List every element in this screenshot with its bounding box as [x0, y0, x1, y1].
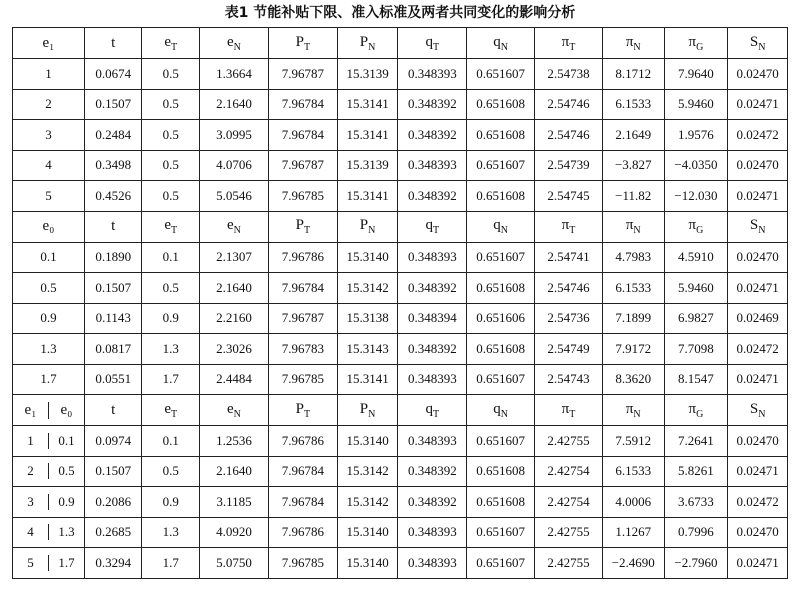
table-cell: 4.5910 [664, 242, 728, 273]
table-cell: 0.651607 [467, 517, 535, 548]
table-cell: 1.3 [142, 517, 200, 548]
table-cell: 15.3140 [337, 517, 398, 548]
table-cell: 2.42755 [535, 517, 603, 548]
table-cell: 0.9 [48, 494, 84, 510]
table-cell: 0.02470 [728, 517, 788, 548]
table-cell: 1 [27, 432, 34, 448]
table-cell: 8.3620 [602, 364, 664, 395]
table-row [13, 242, 788, 273]
section2-header-row [13, 211, 788, 242]
column-header: $P_N$ [337, 395, 398, 426]
table-cell: 1.7 [13, 364, 85, 395]
table-cell: 0.02471 [728, 364, 788, 395]
table-cell: 7.96784 [268, 89, 337, 120]
table-cell: 6.1533 [602, 89, 664, 120]
table-cell: 0.02472 [728, 120, 788, 151]
column-header: $\pi_N$ [602, 28, 664, 59]
table-row [13, 273, 788, 304]
table-cell: 0.2685 [84, 517, 142, 548]
table-cell: 15.3141 [337, 364, 398, 395]
table-row [13, 89, 788, 120]
table-cell: 0.348392 [398, 89, 467, 120]
table-cell: 0.02472 [728, 487, 788, 518]
table-cell: 15.3139 [337, 150, 398, 181]
table-cell: 15.3141 [337, 89, 398, 120]
table-cell: 2.54746 [535, 273, 603, 304]
table-cell: 2.3026 [200, 334, 269, 365]
table-cell: 7.96784 [268, 120, 337, 151]
table-cell: −11.82 [602, 181, 664, 212]
table-cell: −2.4690 [602, 548, 664, 579]
table-cell: 7.96786 [268, 242, 337, 273]
table-cell: 0.1143 [84, 303, 142, 334]
table-cell: −4.0350 [664, 150, 728, 181]
table-cell: 7.96787 [268, 150, 337, 181]
table-cell: 15.3140 [337, 242, 398, 273]
table-cell: 0.348392 [398, 456, 467, 487]
table-cell: 0.1507 [84, 273, 142, 304]
table-cell: 0.4526 [84, 181, 142, 212]
table-cell: 2.1307 [200, 242, 269, 273]
table-cell: 3 [13, 120, 85, 151]
table-cell: 0.651606 [467, 303, 535, 334]
table-cell: 0.02472 [728, 334, 788, 365]
section3-header-row [13, 395, 788, 426]
column-header: $P_T$ [268, 211, 337, 242]
table-cell: 1.3 [142, 334, 200, 365]
table-cell: 0.651607 [467, 150, 535, 181]
table-cell: 7.96783 [268, 334, 337, 365]
column-header: e₀ [48, 402, 84, 419]
table-cell: 1.7 [142, 364, 200, 395]
table-row [13, 548, 788, 579]
table-cell: 5 [13, 181, 85, 212]
column-header: $P_T$ [268, 395, 337, 426]
table-cell: 7.96784 [268, 273, 337, 304]
column-header: $q_T$ [398, 28, 467, 59]
table-cell: 2.4484 [200, 364, 269, 395]
table-cell: 0.651608 [467, 273, 535, 304]
table-cell: 2.42754 [535, 487, 603, 518]
table-cell: 0.1 [142, 242, 200, 273]
table-cell: 0.651607 [467, 364, 535, 395]
table-cell: 7.96784 [268, 487, 337, 518]
table-cell: 0.651608 [467, 120, 535, 151]
table-cell: 2.54749 [535, 334, 603, 365]
table-cell: 0.02470 [728, 242, 788, 273]
table-cell: 6.1533 [602, 456, 664, 487]
table-row [13, 150, 788, 181]
table-cell: 0.9 [13, 303, 85, 334]
table-cell [13, 487, 85, 518]
table-row [13, 120, 788, 151]
table-cell: −12.030 [664, 181, 728, 212]
table-cell: 15.3140 [337, 426, 398, 457]
table-cell: 0.02471 [728, 456, 788, 487]
table-row [13, 487, 788, 518]
column-header: $\pi_T$ [535, 211, 603, 242]
table-cell: 7.1899 [602, 303, 664, 334]
column-header: $\pi_G$ [664, 395, 728, 426]
table-cell: 0.348392 [398, 273, 467, 304]
column-header: $\pi_T$ [535, 395, 603, 426]
column-header: $P_T$ [268, 28, 337, 59]
column-header: $\pi_N$ [602, 211, 664, 242]
table-cell: 0.651607 [467, 426, 535, 457]
table-cell: 0.9 [142, 303, 200, 334]
table-cell: 2.2160 [200, 303, 269, 334]
column-header: e₀ [13, 211, 85, 242]
table-cell: 0.348393 [398, 426, 467, 457]
column-header: $P_N$ [337, 28, 398, 59]
column-header: $e_N$ [200, 28, 269, 59]
table-cell: 1.3 [13, 334, 85, 365]
table-cell: 0.348393 [398, 242, 467, 273]
table-cell: 7.96784 [268, 456, 337, 487]
table-cell: 1 [13, 59, 85, 90]
table-cell: 7.96786 [268, 426, 337, 457]
table-cell: 3.6733 [664, 487, 728, 518]
table-cell [13, 548, 85, 579]
table-cell: 2.54743 [535, 364, 603, 395]
table-cell: 3 [27, 493, 34, 509]
table-cell: 7.96785 [268, 548, 337, 579]
column-header: $q_N$ [467, 395, 535, 426]
column-header: $e_N$ [200, 211, 269, 242]
table-cell: 5.9460 [664, 89, 728, 120]
table-cell: 15.3141 [337, 181, 398, 212]
table-cell: 0.348393 [398, 517, 467, 548]
table-cell: 0.5 [48, 463, 84, 479]
column-header: $P_N$ [337, 211, 398, 242]
table-cell: 8.1547 [664, 364, 728, 395]
table-cell: 0.651608 [467, 487, 535, 518]
column-header: $e_N$ [200, 395, 269, 426]
table-cell: 3.0995 [200, 120, 269, 151]
table-cell: 0.0974 [84, 426, 142, 457]
table-cell: 8.1712 [602, 59, 664, 90]
table-cell: 0.5 [142, 59, 200, 90]
table-row [13, 517, 788, 548]
table-row [13, 334, 788, 365]
table-cell: 7.96785 [268, 364, 337, 395]
table-cell: 15.3142 [337, 456, 398, 487]
table-cell: 3.1185 [200, 487, 269, 518]
table-cell: 2.1649 [602, 120, 664, 151]
table-cell: 0.02470 [728, 426, 788, 457]
table-cell: 0.651607 [467, 242, 535, 273]
column-header: $S_N$ [728, 395, 788, 426]
table-cell: 0.348393 [398, 150, 467, 181]
table-cell: 0.0551 [84, 364, 142, 395]
table-cell: 0.651608 [467, 334, 535, 365]
table-cell: 0.651608 [467, 181, 535, 212]
table-cell: 2.42754 [535, 456, 603, 487]
table-cell: 0.2484 [84, 120, 142, 151]
column-header: $q_N$ [467, 211, 535, 242]
table-cell: 0.348394 [398, 303, 467, 334]
table-cell: 0.7996 [664, 517, 728, 548]
table-cell: 15.3142 [337, 273, 398, 304]
table-cell: 2.54746 [535, 120, 603, 151]
table-cell [13, 426, 85, 457]
column-header: $q_T$ [398, 211, 467, 242]
table-cell: 5 [27, 554, 34, 570]
table-cell: 2.42755 [535, 548, 603, 579]
table-cell: 0.651607 [467, 59, 535, 90]
table-cell: 0.02470 [728, 59, 788, 90]
table-cell: 2.54745 [535, 181, 603, 212]
table-cell: 0.348392 [398, 181, 467, 212]
column-header: t [84, 211, 142, 242]
table-cell: 15.3138 [337, 303, 398, 334]
table-cell: 0.1507 [84, 89, 142, 120]
table-cell: 1.9576 [664, 120, 728, 151]
table-cell: 0.1507 [84, 456, 142, 487]
table-row [13, 364, 788, 395]
table-cell: 0.5 [13, 273, 85, 304]
table-cell: 1.2536 [200, 426, 269, 457]
data-table [12, 27, 788, 579]
table-cell: 0.5 [142, 273, 200, 304]
table-cell: 0.02469 [728, 303, 788, 334]
table-cell [13, 456, 85, 487]
column-header: $\pi_N$ [602, 395, 664, 426]
table-cell: 0.1 [13, 242, 85, 273]
table-cell: 15.3141 [337, 120, 398, 151]
table-cell: −2.7960 [664, 548, 728, 579]
table-cell: 2.1640 [200, 273, 269, 304]
table-cell: 2.42755 [535, 426, 603, 457]
table-cell: 7.96787 [268, 59, 337, 90]
table-cell: 0.2086 [84, 487, 142, 518]
section1-header-row [13, 28, 788, 59]
table-cell: 0.1 [48, 433, 84, 449]
column-header: $e_T$ [142, 395, 200, 426]
table-cell: 0.651607 [467, 548, 535, 579]
table-cell: 0.1890 [84, 242, 142, 273]
table-cell: 4 [13, 150, 85, 181]
table-cell: 1.7 [48, 555, 84, 571]
table-row [13, 303, 788, 334]
table-cell: 7.96787 [268, 303, 337, 334]
table-cell: 1.7 [142, 548, 200, 579]
table-cell: 15.3139 [337, 59, 398, 90]
table-row [13, 59, 788, 90]
table-cell: 7.7098 [664, 334, 728, 365]
table-cell: 4 [27, 524, 34, 540]
table-cell: 15.3142 [337, 487, 398, 518]
table-cell: 0.02471 [728, 273, 788, 304]
column-header: $\pi_G$ [664, 211, 728, 242]
table-cell: 2.1640 [200, 456, 269, 487]
table-cell: 0.348393 [398, 59, 467, 90]
table-cell: 0.5 [142, 456, 200, 487]
table-cell: 0.348393 [398, 364, 467, 395]
column-header: t [84, 28, 142, 59]
table-cell: 7.2641 [664, 426, 728, 457]
table-cell: 0.5 [142, 120, 200, 151]
table-cell: 2.54746 [535, 89, 603, 120]
table-row [13, 426, 788, 457]
table-cell: 6.9827 [664, 303, 728, 334]
table-cell: 1.3664 [200, 59, 269, 90]
table-cell: 7.96786 [268, 517, 337, 548]
table-cell: 7.96785 [268, 181, 337, 212]
column-header: e₁ [24, 401, 37, 418]
table-cell: 4.0706 [200, 150, 269, 181]
column-header [13, 395, 85, 426]
table-cell: 5.0750 [200, 548, 269, 579]
table-cell: 6.1533 [602, 273, 664, 304]
table-title: 表1 节能补贴下限、准入标准及两者共同变化的影响分析 [224, 5, 576, 21]
table-cell: 0.348392 [398, 334, 467, 365]
table-cell: 0.3294 [84, 548, 142, 579]
table-cell: 4.0920 [200, 517, 269, 548]
table-cell: 0.02471 [728, 548, 788, 579]
table-cell: 0.348392 [398, 487, 467, 518]
table-cell: 5.9460 [664, 273, 728, 304]
column-header: $S_N$ [728, 211, 788, 242]
table-cell: 0.348392 [398, 120, 467, 151]
table-cell: 7.9172 [602, 334, 664, 365]
table-cell: 0.651608 [467, 456, 535, 487]
table-cell: 0.5 [142, 150, 200, 181]
table-cell: 0.02471 [728, 181, 788, 212]
table-cell: 0.5 [142, 181, 200, 212]
table-cell: 0.5 [142, 89, 200, 120]
table-row [13, 181, 788, 212]
column-header: $e_T$ [142, 28, 200, 59]
table-cell: 1.1267 [602, 517, 664, 548]
column-header: $q_N$ [467, 28, 535, 59]
table-cell: 2.54738 [535, 59, 603, 90]
table-cell: 1.3 [48, 524, 84, 540]
table-cell: 0.348393 [398, 548, 467, 579]
table-cell: 0.3498 [84, 150, 142, 181]
table-cell: 15.3140 [337, 548, 398, 579]
table-cell: 0.0817 [84, 334, 142, 365]
table-cell: 0.1 [142, 426, 200, 457]
table-cell: 2 [13, 89, 85, 120]
table-cell: 2 [27, 463, 34, 479]
table-cell: 7.5912 [602, 426, 664, 457]
table-cell: −3.827 [602, 150, 664, 181]
column-header: t [84, 395, 142, 426]
table-row [13, 456, 788, 487]
table-cell: 2.54736 [535, 303, 603, 334]
table-cell: 15.3143 [337, 334, 398, 365]
column-header: $\pi_G$ [664, 28, 728, 59]
table-cell: 0.9 [142, 487, 200, 518]
column-header: e₁ [13, 28, 85, 59]
column-header: $q_T$ [398, 395, 467, 426]
table-cell: 0.651608 [467, 89, 535, 120]
table-cell: 5.0546 [200, 181, 269, 212]
table-cell: 5.8261 [664, 456, 728, 487]
column-header: $\pi_T$ [535, 28, 603, 59]
table-cell [13, 517, 85, 548]
column-header: $e_T$ [142, 211, 200, 242]
table-cell: 4.0006 [602, 487, 664, 518]
table-cell: 2.54741 [535, 242, 603, 273]
table-cell: 0.02470 [728, 150, 788, 181]
column-header: $S_N$ [728, 28, 788, 59]
table-cell: 2.54739 [535, 150, 603, 181]
table-cell: 0.0674 [84, 59, 142, 90]
table-cell: 2.1640 [200, 89, 269, 120]
table-cell: 0.02471 [728, 89, 788, 120]
table-cell: 4.7983 [602, 242, 664, 273]
table-cell: 7.9640 [664, 59, 728, 90]
